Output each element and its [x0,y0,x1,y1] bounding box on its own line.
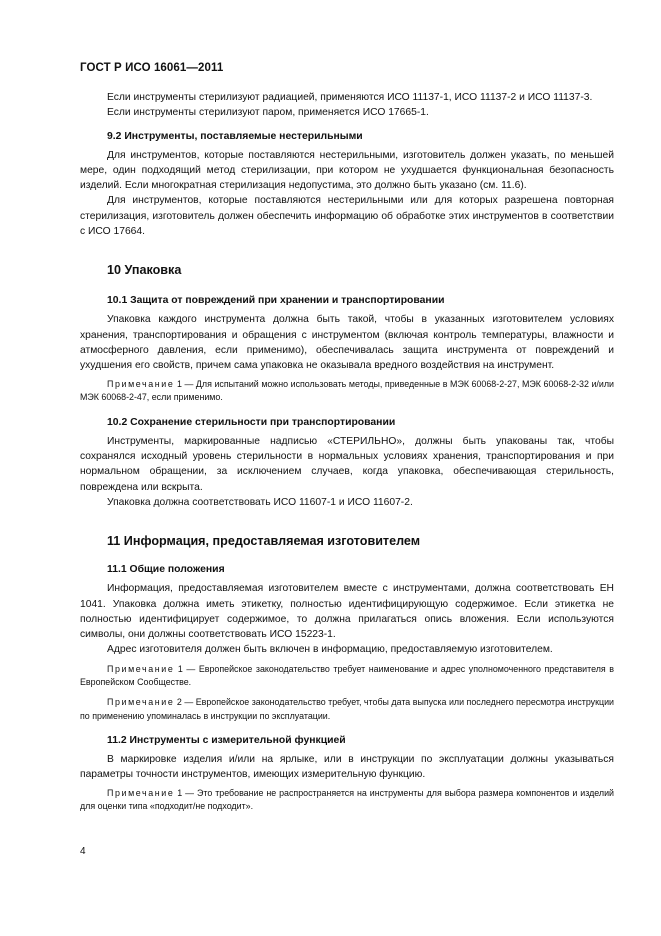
paragraph: Если инструменты стерилизуют радиацией, применяются ИСО 11137-1, ИСО 11137-2 и ИСО 11137-3. [107,92,593,103]
note [80,787,614,814]
paragraph: Если инструменты стерилизуют паром, применяется ИСО 17665-1. [107,107,429,119]
paragraph: Упаковка должна соответствовать ИСО 11607-1 и ИСО 11607-2. [107,496,413,508]
page-number: 4 [80,846,86,857]
section-heading-9-2: 9.2 Инструменты, поставляемые нестерильными [107,130,363,142]
note-label: Примечание [107,787,175,798]
note-label: Примечание [107,378,175,389]
document-body [80,90,614,814]
section-heading-10-1: 10.1 Защита от повреждений при хранении и транспортировании [107,295,445,307]
note-text: 1 — Европейское законодательство требует наименование и адрес уполномоченного представителя в Европейском Сообществе. [80,663,614,688]
note-label: Примечание [107,663,175,674]
section-heading-11-1: 11.1 Общие положения [107,564,225,576]
note [80,378,614,405]
paragraph: Адрес изготовителя должен быть включен в информацию, предоставляемую изготовителем. [107,644,553,656]
document-header: ГОСТ Р ИСО 16061—2011 [80,62,224,74]
section-heading-10-2: 10.2 Сохранение стерильности при транспортировании [107,416,396,428]
paragraph: Упаковка каждого инструмента должна быть такой, чтобы в указанных изготовителем условиях хранения, транспортирования и обращения с инструментом (включая контроль температуры, влажности и атмосферного давления, если применимо), обеспечивалась защита инструмента от повреждений и ухудшения его свойств, причем сама упаковка не оказывала вредного воздействия на инструмент. [80,314,614,372]
note-text: 1 — Для испытаний можно использовать методы, приведенные в МЭК 60068-2-27, МЭК 60068-2-32 и/или МЭК 60068-2-47, если применимо. [80,378,614,403]
note-text: 1 — Это требование не распространяется на инструменты для выбора размера компонентов и изделий для оценки типа «подходит/не подходит». [80,787,614,812]
paragraph: Для инструментов, которые поставляются нестерильными или для которых разрешена повторная стерилизация, изготовитель должен обеспечить информацию об обработке этих инструментов в соответствии с ИСО 17664. [80,195,614,238]
note-text: 2 — Европейское законодательство требует, чтобы дата выпуска или последнего пересмотра инструкции по применению упоминалась в инструкции по эксплуатации. [80,696,614,721]
section-heading-11: 11 Информация, предоставляемая изготовителем [107,534,421,549]
section-heading-10: 10 Упаковка [107,263,182,278]
section-heading-11-2: 11.2 Инструменты с измерительной функцией [107,735,346,747]
paragraph: Инструменты, маркированные надписью «СТЕРИЛЬНО», должны быть упакованы так, чтобы сохранялся исходный уровень стерильности в нормальных условиях хранения, транспортирования и при нормальном обращении, за исключением случаев, когда упаковка, обеспечивающая стерильность, повреждена или вскрыта. [80,435,614,493]
paragraph: В маркировке изделия и/или на ярлыке, или в инструкции по эксплуатации должны указываться параметры точности инструментов, имеющих измерительную функцию. [80,754,614,781]
paragraph: Для инструментов, которые поставляются нестерильными, изготовитель должен указать, по меньшей мере, один подходящий метод стерилизации, при котором не ухудшается функциональная безопасность изделий. Если многократная стерилизация недопустима, это должно быть указано (см. 11.6). [80,149,614,192]
note-label: Примечание [107,696,175,707]
paragraph: Информация, предоставляемая изготовителем вместе с инструментами, должна соответствовать ЕН 1041. Упаковка должна иметь этикетку, полностью идентифицирующую содержимое. Если этикетка не полностью идентифицирует содержимое, то должна прилагаться опись вложения. Если используются символы, они должны соответствовать ИСО 15223-1. [80,583,614,641]
note [80,696,614,723]
note [80,663,614,690]
